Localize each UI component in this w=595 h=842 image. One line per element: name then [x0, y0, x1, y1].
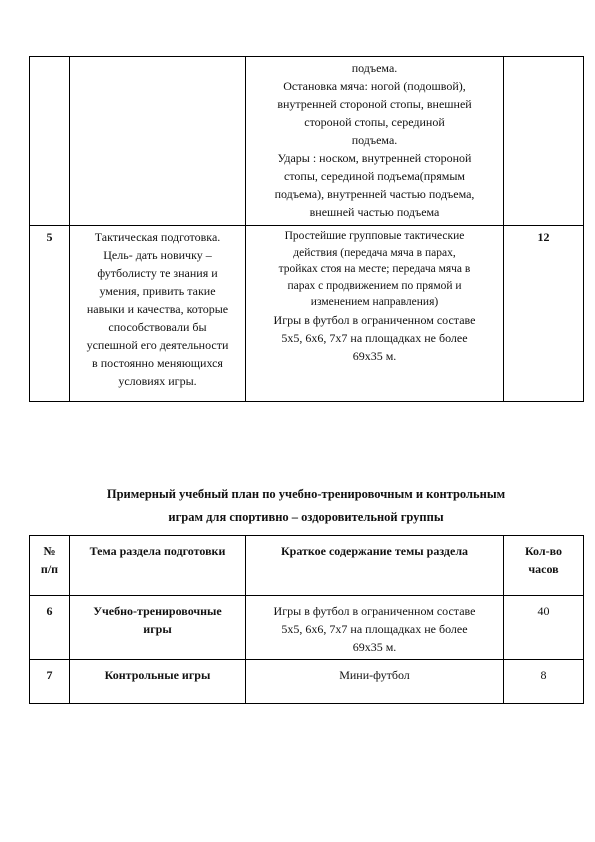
content-line: подъема. [351, 133, 398, 147]
content-line: внешней частью подъема [309, 205, 440, 219]
content-line: Удары : носком, внутренней стороной [277, 151, 472, 165]
content-line: 5х5, 6х6, 7х7 на площадках не более [281, 622, 468, 636]
topic-line: условиях игры. [118, 374, 197, 388]
content-cell [246, 57, 504, 226]
topic-cell [70, 226, 246, 402]
topic-line: в постоянно меняющихся [92, 356, 223, 370]
topic-cell [70, 660, 246, 704]
header-hours-line: Кол-во [524, 544, 563, 558]
content-line: 69х35 м. [352, 348, 397, 363]
table-row [30, 226, 584, 402]
header-hours [504, 536, 584, 596]
section-title-line-1: Примерный учебный план по учебно-тренировочным и контрольным [106, 487, 506, 501]
content-cell [246, 596, 504, 660]
content-line: стопы, серединой подъема(прямым [284, 169, 465, 183]
topic-line: Тактическая подготовка. [94, 230, 221, 244]
content-line: Игры в футбол в ограниченном составе [273, 604, 476, 618]
section-title-line-2: играм для спортивно – оздоровительной группы [168, 510, 444, 524]
hours-cell: 12 [504, 226, 584, 402]
content-line: Игры в футбол в ограниченном составе [273, 312, 476, 327]
topic-line: способствовали бы [108, 320, 207, 334]
hours-cell [504, 57, 584, 226]
topic-line: игры [143, 622, 172, 636]
topic-cell [70, 57, 246, 226]
content-line: Простейшие групповые тактические [284, 230, 465, 242]
plan-table-bottom [29, 535, 584, 704]
content-cell [246, 226, 504, 402]
header-number [30, 536, 70, 596]
plan-table-top [29, 56, 584, 402]
topic-line: футболисту те знания и [97, 266, 218, 280]
content-line: действия (передача мяча в парах, [293, 246, 456, 259]
row-number-cell: 6 [30, 596, 70, 660]
content-line: 69х35 м. [352, 640, 397, 654]
hours-cell: 40 [504, 596, 584, 660]
row-number-cell [30, 57, 70, 226]
content-cell [246, 660, 504, 704]
topic-cell [70, 596, 246, 660]
content-line: внутренней стороной стопы, внешней [277, 97, 472, 111]
content-line: изменением направления) [310, 296, 439, 308]
table-row [30, 596, 584, 660]
topic-line: Цель- дать новичку – [103, 248, 212, 262]
table-row [30, 57, 584, 226]
content-line: тройках стоя на месте; передача мяча в [278, 263, 471, 275]
topic-line: умения, привить такие [99, 284, 216, 298]
header-content: Краткое содержание темы раздела [246, 536, 504, 596]
topic-line: навыки и качества, которые [86, 302, 229, 316]
content-line: подъема), внутренней частью подъема, [274, 187, 475, 201]
content-line: Мини-футбол [339, 668, 410, 682]
header-hours-line: часов [528, 562, 559, 576]
header-number-line: п/п [40, 562, 59, 576]
header-topic: Тема раздела подготовки [70, 536, 246, 596]
hours-cell: 8 [504, 660, 584, 704]
topic-line: Учебно-тренировочные [93, 604, 222, 618]
content-line: парах с продвижением по прямой и [287, 279, 462, 292]
row-number-cell: 5 [30, 226, 70, 402]
content-line: стороной стопы, серединой [304, 115, 445, 129]
content-line: подъема. [351, 61, 398, 75]
table-header-row [30, 536, 584, 596]
header-number-line: № [43, 544, 56, 558]
topic-line: успешной его деятельности [86, 338, 229, 352]
table-row [30, 660, 584, 704]
content-line: Остановка мяча: ногой (подошвой), [283, 79, 466, 93]
row-number-cell: 7 [30, 660, 70, 704]
content-line: 5х5, 6х6, 7х7 на площадках не более [281, 330, 468, 345]
topic-line: Контрольные игры [104, 668, 211, 682]
